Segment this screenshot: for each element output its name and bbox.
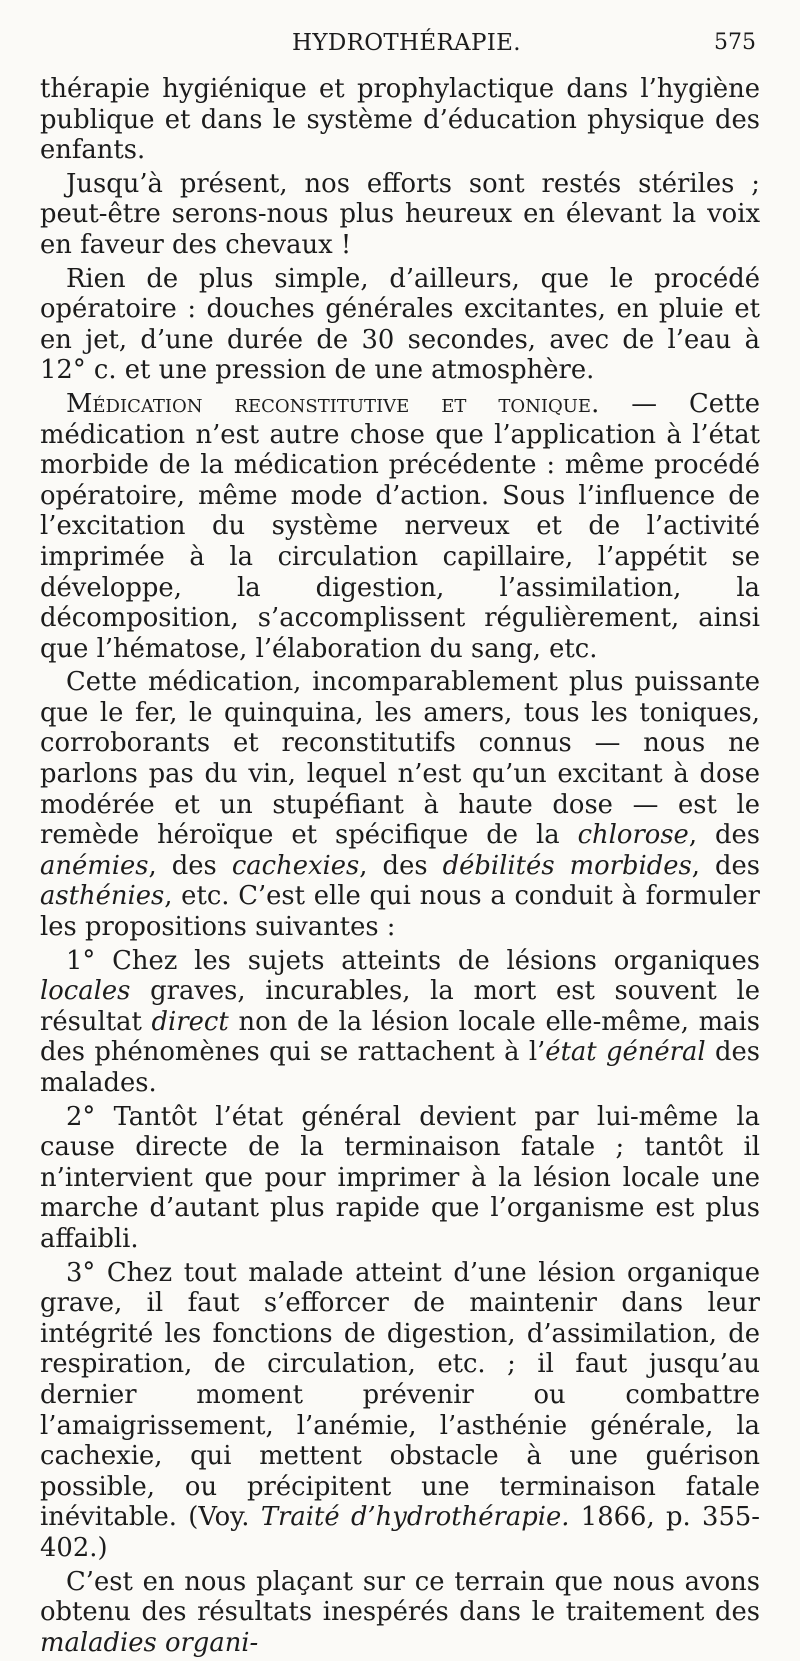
text-run: , des bbox=[148, 850, 232, 881]
paragraph bbox=[40, 74, 760, 166]
paragraph bbox=[40, 1102, 760, 1255]
text-run: , etc. C’est elle qui nous a conduit à formuler les propositions suivantes : bbox=[40, 881, 760, 943]
text-run: , des bbox=[359, 850, 443, 881]
text-run: Rien de plus simple, d’ailleurs, que le procédé opératoire : douches générales excitantes, en pluie et en jet, d’une durée de 30 secondes, avec de l’eau à 12° c. et une pression de une atmosphère. bbox=[40, 263, 760, 386]
section-heading: Médication reconstitutive et tonique. bbox=[66, 388, 600, 419]
text-run: 1° Chez les sujets atteints de lésions organiques bbox=[66, 945, 760, 976]
text-run: graves, incurables, la mort est souvent le résultat bbox=[40, 976, 760, 1037]
running-header bbox=[0, 30, 800, 64]
text-run: thérapie hygiénique et prophylactique dans l’hygiène publique et dans le système d’éducation physique des enfants. bbox=[40, 74, 760, 166]
text-run: 2° Tantôt l’état général devient par lui-même la cause directe de la terminaison fatale ; tantôt il n’intervient que pour imprimer à la lésion locale une marche d’autant plus rapide que l’organisme est plus affaibli. bbox=[40, 1101, 760, 1254]
running-title: HYDROTHÉRAPIE. bbox=[292, 30, 521, 56]
italic-text: asthénies bbox=[40, 881, 165, 912]
italic-text: état général bbox=[545, 1037, 706, 1068]
italic-text: maladies organi- bbox=[40, 1627, 259, 1658]
italic-text: locales bbox=[40, 976, 131, 1007]
text-run: , des bbox=[691, 850, 761, 881]
page-number: 575 bbox=[714, 30, 756, 55]
italic-text: direct bbox=[151, 1006, 229, 1037]
text-run: 3° Chez tout malade atteint d’une lésion organique grave, il faut s’efforcer de maintenir dans leur intégrité les fonctions de digestion, d’assimilation, de respiration, de circulation, etc. ; il faut jusqu’au dernier moment prévenir ou combattre l’amaigrissement, l’anémie, l’asthénie générale, la cachexie, qui mettent obstacle à une guérison possible, ou précipitent une terminaison fatale inévitable. (Voy. bbox=[40, 1257, 760, 1533]
body-text bbox=[40, 74, 760, 1661]
italic-text: cachexies bbox=[231, 850, 360, 881]
italic-text: anémies bbox=[40, 850, 149, 881]
text-run: Cette médication, incomparablement plus puissante que le fer, le quinquina, les amers, tous les toniques, corroborants et reconstitutifs connus — nous ne parlons pas du vin, lequel n’est qu’un excitant à dose modérée et un stupéfiant à haute dose — est le remède héroïque et spécifique de la bbox=[40, 667, 760, 851]
paragraph bbox=[40, 169, 760, 261]
text-run: Jusqu’à présent, nos efforts sont restés stériles ; peut-être serons-nous plus heureux en élevant la voix en faveur des chevaux ! bbox=[40, 168, 760, 260]
text-run: , des bbox=[688, 820, 761, 851]
text-run: non de la lésion locale elle-même, mais des phénomènes qui se rattachent à l’ bbox=[40, 1006, 760, 1068]
paragraph bbox=[40, 667, 760, 942]
paragraph bbox=[40, 389, 760, 664]
text-run: C’est en nous plaçant sur ce terrain que nous avons obtenu des résultats inespérés dans le traitement des bbox=[40, 1566, 760, 1628]
italic-text: chlorose bbox=[577, 820, 689, 851]
text-run: — Cette médication n’est autre chose que l’application à l’état morbide de la médication précédente : même procédé opératoire, même mode d’action. Sous l’influence de l’excitation du système nerveux et de l’activité imprimée à la circulation capillaire, l’appétit se développe, la digestion, l’assimilation, la décomposition, s’accomplissent régulièrement, ainsi que l’hématose, l’élaboration du sang, etc. bbox=[40, 388, 761, 664]
text-run: 1866, p. 355-402.) bbox=[40, 1502, 760, 1563]
paragraph bbox=[40, 1258, 760, 1564]
paragraph bbox=[40, 946, 760, 1099]
italic-text: débilités morbides bbox=[442, 850, 692, 881]
paragraph bbox=[40, 264, 760, 386]
paragraph bbox=[40, 1567, 760, 1659]
italic-text: Traité d’hydrothérapie. bbox=[260, 1502, 570, 1533]
text-run: des malades. bbox=[40, 1037, 760, 1098]
